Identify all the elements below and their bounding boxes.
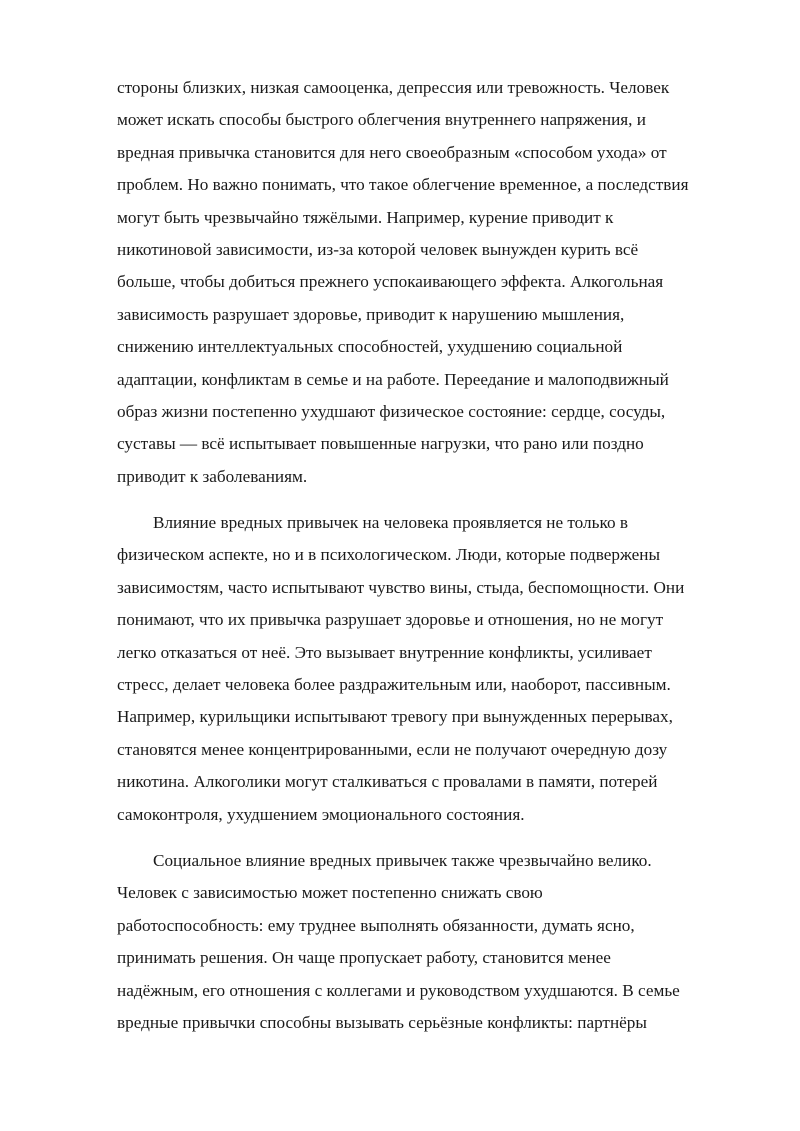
paragraph-line: стороны близких, низкая самооценка, депрессия или тревожность. Человек <box>117 78 670 97</box>
paragraph-3 <box>117 845 747 1039</box>
paragraph-line: стресс, делает человека более раздражительным или, наоборот, пассивным. <box>117 675 671 695</box>
paragraph-line: зависимость разрушает здоровье, приводит к нарушению мышления, <box>117 304 625 324</box>
paragraph-line: легко отказаться от неё. Это вызывает внутренние конфликты, усиливает <box>117 642 652 662</box>
paragraph-line: снижению интеллектуальных способностей, ухудшению социальной <box>117 337 623 357</box>
paragraph-line: образ жизни постепенно ухудшают физическое состояние: сердце, сосуды, <box>117 401 666 421</box>
paragraph-line: Влияние вредных привычек на человека проявляется не только в <box>153 513 628 533</box>
paragraph-line: зависимостям, часто испытывают чувство вины, стыда, беспомощности. Они <box>117 577 685 597</box>
paragraph-line: самоконтроля, ухудшением эмоционального состояния. <box>117 804 525 824</box>
paragraph-line: никотина. Алкоголики могут сталкиваться с провалами в памяти, потерей <box>117 772 658 792</box>
paragraph-line: становятся менее концентрированными, если не получают очередную дозу <box>117 739 668 759</box>
paragraph-line: никотиновой зависимости, из-за которой человек вынужден курить всё <box>117 239 639 259</box>
paragraph-line: суставы — всё испытывает повышенные нагрузки, что рано или поздно <box>117 434 644 454</box>
paragraph-1 <box>117 72 747 493</box>
paragraph-line: Человек с зависимостью может постепенно снижать свою <box>117 883 543 903</box>
paragraph-line: вредные привычки способны вызывать серьёзные конфликты: партнёры <box>117 1012 647 1032</box>
paragraph-line: может искать способы быстрого облегчения внутреннего напряжения, и <box>117 110 646 130</box>
paragraph-line: адаптации, конфликтам в семье и на работе. Переедание и малоподвижный <box>117 369 669 389</box>
paragraph-line: вредная привычка становится для него своеобразным «способом ухода» от <box>117 142 667 162</box>
paragraph-line: Социальное влияние вредных привычек также чрезвычайно велико. <box>153 850 652 870</box>
paragraph-line: приводит к заболеваниям. <box>117 466 308 486</box>
paragraph-line: могут быть чрезвычайно тяжёлыми. Например, курение приводит к <box>117 207 614 227</box>
paragraph-line: принимать решения. Он чаще пропускает работу, становится менее <box>117 948 611 968</box>
paragraph-line: физическом аспекте, но и в психологическом. Люди, которые подвержены <box>117 545 661 565</box>
paragraph-2 <box>117 507 747 831</box>
paragraph-line: надёжным, его отношения с коллегами и руководством ухудшаются. В семье <box>117 980 680 1000</box>
paragraph-line: работоспособность: ему труднее выполнять обязанности, думать ясно, <box>117 915 635 935</box>
paragraph-line: Например, курильщики испытывают тревогу при вынужденных перерывах, <box>117 707 673 727</box>
paragraph-line: понимают, что их привычка разрушает здоровье и отношения, но не могут <box>117 610 664 630</box>
paragraph-line: проблем. Но важно понимать, что такое облегчение временное, а последствия <box>117 175 689 195</box>
paragraph-line: больше, чтобы добиться прежнего успокаивающего эффекта. Алкогольная <box>117 272 664 292</box>
document-body <box>117 72 747 1053</box>
